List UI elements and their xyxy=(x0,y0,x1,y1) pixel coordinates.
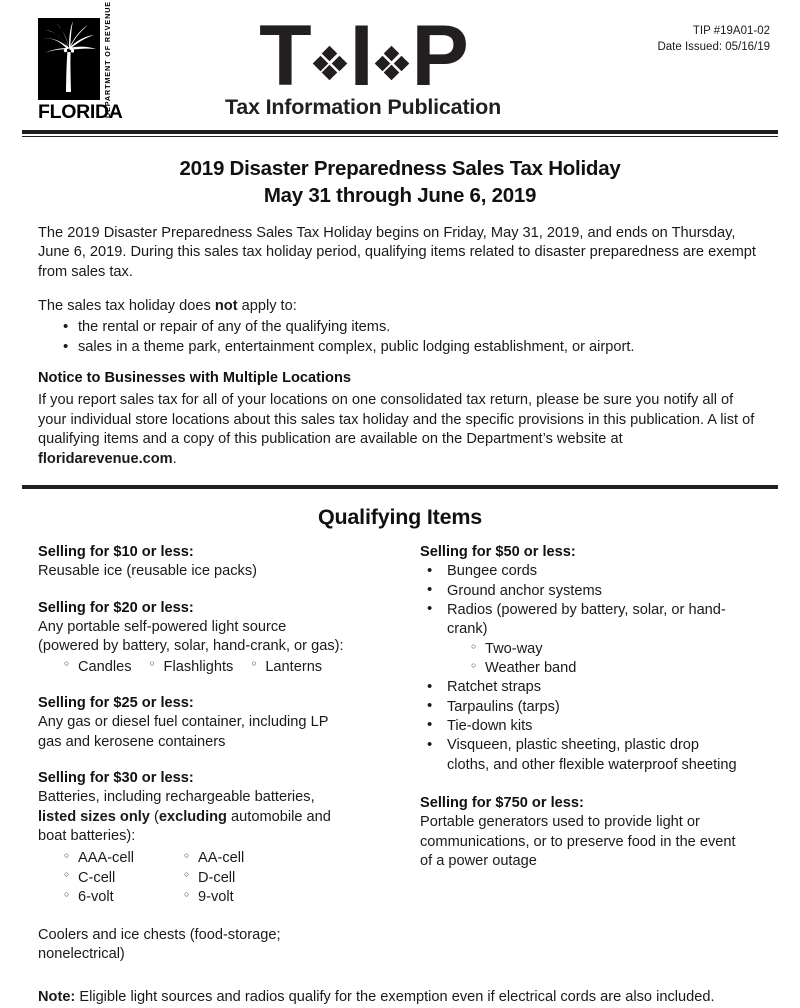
item-line: nonelectrical) xyxy=(38,946,125,962)
list-item: • Ground anchor systems xyxy=(420,582,762,601)
exclusions-lead-bold: not xyxy=(214,298,238,315)
light-source-options xyxy=(38,658,419,677)
sub-list-item: ○ AAA-cell xyxy=(64,849,184,868)
sub-list-item: ○ C-cell xyxy=(64,869,184,888)
note-text: Eligible light sources and radios qualify for the exemption even if electrical cords are also included. xyxy=(75,989,715,1006)
price-group-10 xyxy=(38,543,419,582)
price-heading: Selling for $750 or less: xyxy=(420,794,584,811)
item-line: Any gas or diesel fuel container, including LP xyxy=(38,714,329,731)
sub-list-item: ○ D-cell xyxy=(184,869,419,888)
item-text: ( xyxy=(153,808,159,825)
list-item-continuation: cloths, and other flexible waterproof sheeting xyxy=(447,756,737,773)
tip-wordmark xyxy=(126,7,600,104)
price-heading: Selling for $10 or less: xyxy=(38,543,194,560)
date-issued: Date Issued: 05/16/19 xyxy=(657,41,770,54)
sub-list-item: ○ 6-volt xyxy=(64,888,184,907)
price-group-750 xyxy=(420,794,762,871)
price-group-50 xyxy=(420,543,762,775)
list-item: • Tie-down kits xyxy=(420,717,762,736)
florida-dor-logo xyxy=(30,0,126,124)
items-50-list xyxy=(420,562,762,639)
list-item: • Radios (powered by battery, solar, or hand- xyxy=(420,601,762,620)
tip-logo-block xyxy=(126,7,600,120)
price-heading: Selling for $20 or less: xyxy=(38,599,194,616)
price-heading: Selling for $25 or less: xyxy=(38,695,194,711)
price-group-25 xyxy=(38,694,419,752)
sub-list-item: ○ 9-volt xyxy=(184,888,419,907)
multiple-locations-heading: Notice to Businesses with Multiple Locations xyxy=(38,370,351,387)
items-50-list-continued xyxy=(420,678,762,775)
list-item: • Tarpaulins (tarps) xyxy=(420,698,762,717)
multiple-locations-text: If you report sales tax for all of your locations on one consolidated tax return, please be sure you notify all of your individual store locations about this sales tax holiday and the specific provisions in this publication. A list of qualifying items and a copy of this publication are available on the Department’s website at xyxy=(38,392,755,448)
document-body xyxy=(0,156,800,469)
list-item: • sales in a theme park, entertainment complex, public lodging establishment, or airport. xyxy=(38,338,762,358)
sub-list-item: ○ Lanterns xyxy=(251,658,322,677)
sub-list-item: ○ Two-way xyxy=(420,640,762,659)
page-title xyxy=(38,156,762,208)
price-heading: Selling for $50 or less: xyxy=(420,543,576,560)
tip-letter-t: T xyxy=(259,7,310,104)
state-name-florida: FLORIDA xyxy=(38,101,123,123)
list-item: • the rental or repair of any of the qualifying items. xyxy=(38,318,762,338)
page-title-line1: 2019 Disaster Preparedness Sales Tax Holiday xyxy=(179,157,621,181)
sub-list-item: ○ AA-cell xyxy=(184,849,419,868)
sub-list-item: ○ Candles xyxy=(64,658,132,677)
qualifying-items-columns xyxy=(38,543,762,965)
footer-note xyxy=(0,988,800,1007)
coolers-item xyxy=(38,926,419,965)
exclusions-lead-pre: The sales tax holiday does xyxy=(38,298,215,315)
item-line: of a power outage xyxy=(420,853,537,870)
sub-list-item: ○ Weather band xyxy=(420,659,762,678)
qualifying-items-section xyxy=(0,505,800,965)
diamond-separator-icon-1 xyxy=(315,48,345,78)
header-divider-double xyxy=(22,130,778,137)
item-line: Any portable self-powered light source xyxy=(38,618,287,635)
tip-letter-p: P xyxy=(411,7,467,104)
item-line: Portable generators used to provide light or xyxy=(420,814,700,831)
item-text-bold: excluding xyxy=(158,808,227,825)
item-line: communications, or to preserve food in the event xyxy=(420,833,736,850)
exclusions-lead-post: apply to: xyxy=(237,298,297,315)
item-line: gas and kerosene containers xyxy=(38,733,226,750)
tip-subtitle: Tax Information Publication xyxy=(224,95,502,119)
item-line: Coolers and ice chests (food-storage; xyxy=(38,926,281,943)
multiple-locations-text-end: . xyxy=(172,450,177,467)
page-title-line2: May 31 through June 6, 2019 xyxy=(263,183,537,207)
publication-meta xyxy=(600,18,770,56)
masthead xyxy=(0,0,800,124)
multiple-locations-paragraph xyxy=(38,391,762,469)
department-website-link[interactable]: floridarevenue.com xyxy=(38,450,173,467)
price-group-20 xyxy=(38,599,419,677)
qualifying-items-right-column xyxy=(419,543,762,965)
price-heading: Selling for $30 or less: xyxy=(38,770,194,787)
tip-number: TIP #19A01-02 xyxy=(692,25,770,37)
palm-tree-icon xyxy=(38,18,100,100)
exclusions-lead xyxy=(38,297,762,316)
item-line: Reusable ice (reusable ice packs) xyxy=(38,563,258,580)
note-label: Note: xyxy=(38,989,76,1006)
diamond-separator-icon-2 xyxy=(377,48,407,78)
radio-types-list xyxy=(420,640,762,679)
item-line xyxy=(38,788,419,807)
list-item: • Bungee cords xyxy=(420,562,762,581)
list-item: • Ratchet straps xyxy=(420,678,762,697)
item-line xyxy=(38,808,419,827)
item-text: automobile and xyxy=(226,808,331,825)
section-title-qualifying-items: Qualifying Items xyxy=(317,504,483,529)
item-text-bold: listed sizes only xyxy=(38,808,154,825)
intro-paragraph: The 2019 Disaster Preparedness Sales Tax Holiday begins on Friday, May 31, 2019, and ends on Thursday, June 6, 2019. During this sales tax holiday period, qualifying items related to disaster preparedness are exempt from sales tax. xyxy=(38,224,756,280)
agency-name-vertical xyxy=(100,0,115,118)
price-group-30 xyxy=(38,769,419,908)
list-item-continuation: crank) xyxy=(447,621,488,638)
item-line xyxy=(38,827,419,846)
sub-list-item: ○ Flashlights xyxy=(150,658,234,677)
exclusions-list xyxy=(38,318,762,358)
tip-letter-i: I xyxy=(349,7,372,104)
battery-sizes-grid xyxy=(38,849,419,907)
agency-name-text: DEPARTMENT OF REVENUE xyxy=(103,0,112,118)
section-divider xyxy=(22,485,778,489)
item-text: Batteries, including rechargeable batteries, xyxy=(38,789,315,806)
qualifying-items-left-column xyxy=(38,543,419,965)
list-item: • Visqueen, plastic sheeting, plastic drop xyxy=(420,736,762,755)
item-text: boat batteries): xyxy=(38,828,136,845)
item-line: (powered by battery, solar, hand-crank, or gas): xyxy=(38,638,344,655)
